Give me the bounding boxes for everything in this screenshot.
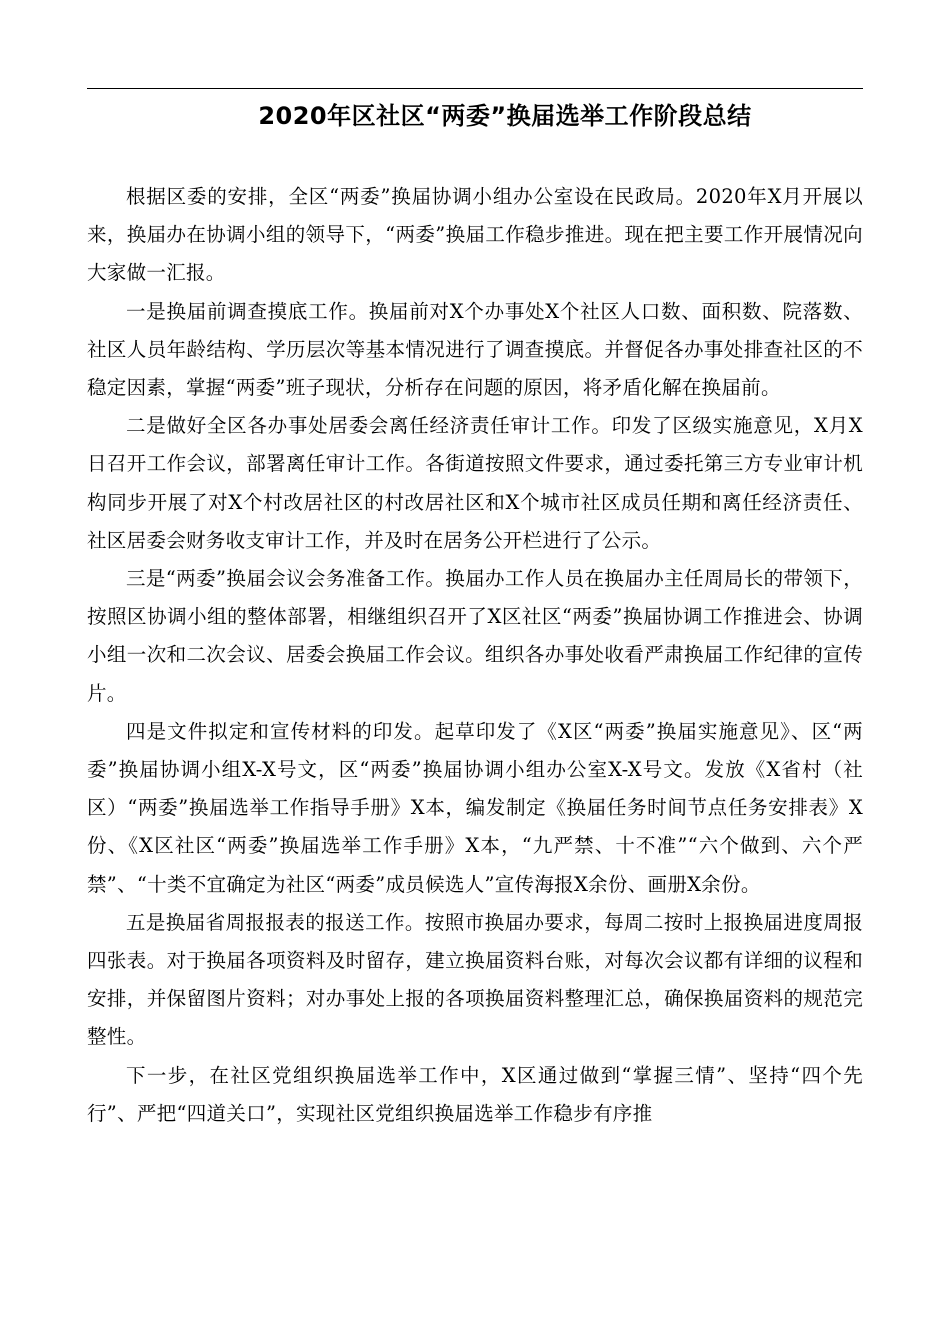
document-body <box>87 178 863 1133</box>
document-title: 2020年区社区“两委”换届选举工作阶段总结 <box>258 102 752 130</box>
paragraph-next-step: 下一步，在社区党组织换届选举工作中，X区通过做到“掌握三情”、坚持“四个先行”、严把“四道关口”，实现社区党组织换届选举工作稳步有序推 <box>87 1063 863 1125</box>
paragraph-item-2: 二是做好全区各办事处居委会离任经济责任审计工作。印发了区级实施意见，X月X日召开工作会议，部署离任审计工作。各街道按照文件要求，通过委托第三方专业审计机构同步开展了对X个村改居社区的村改居社区和X个城市社区成员任期和离任经济责任、社区居委会财务收支审计工作，并及时在居务公开栏进行了公示。 <box>87 414 863 552</box>
paragraph-item-5: 五是换届省周报报表的报送工作。按照市换届办要求，每周二按时上报换届进度周报四张表。对于换届各项资料及时留存，建立换届资料台账，对每次会议都有详细的议程和安排，并保留图片资料；对办事处上报的各项换届资料整理汇总，确保换届资料的规范完整性。 <box>87 910 863 1049</box>
header-rule <box>87 88 863 89</box>
paragraph-item-3: 三是“两委”换届会议会务准备工作。换届办工作人员在换届办主任周局长的带领下，按照区协调小组的整体部署，相继组织召开了X区社区“两委”换届协调工作推进会、协调小组一次和二次会议、居委会换届工作会议。组织各办事处收看严肃换届工作纪律的宣传片。 <box>87 567 863 705</box>
paragraph-intro: 根据区委的安排，全区“两委”换届协调小组办公室设在民政局。2020年X月开展以来，换届办在协调小组的领导下，“两委”换届工作稳步推进。现在把主要工作开展情况向大家做一汇报。 <box>87 185 863 285</box>
paragraph-item-1: 一是换届前调查摸底工作。换届前对X个办事处X个社区人口数、面积数、院落数、社区人员年龄结构、学历层次等基本情况进行了调查摸底。并督促各办事处排查社区的不稳定因素，掌握“两委”班子现状，分析存在问题的原因，将矛盾化解在换届前。 <box>87 299 863 400</box>
paragraph-item-4: 四是文件拟定和宣传材料的印发。起草印发了《X区“两委”换届实施意见》、区“两委”换届协调小组X-X号文，区“两委”换届协调小组办公室X-X号文。发放《X省村（社区）“两委”换届选举工作指导手册》X本，编发制定《换届任务时间节点任务安排表》X份、《X区社区“两委”换届选举工作手册》X本，“九严禁、十不准”“六个做到、六个严禁”、“十类不宜确定为社区“两委”成员候选人”宣传海报X余份、画册X余份。 <box>87 719 863 896</box>
